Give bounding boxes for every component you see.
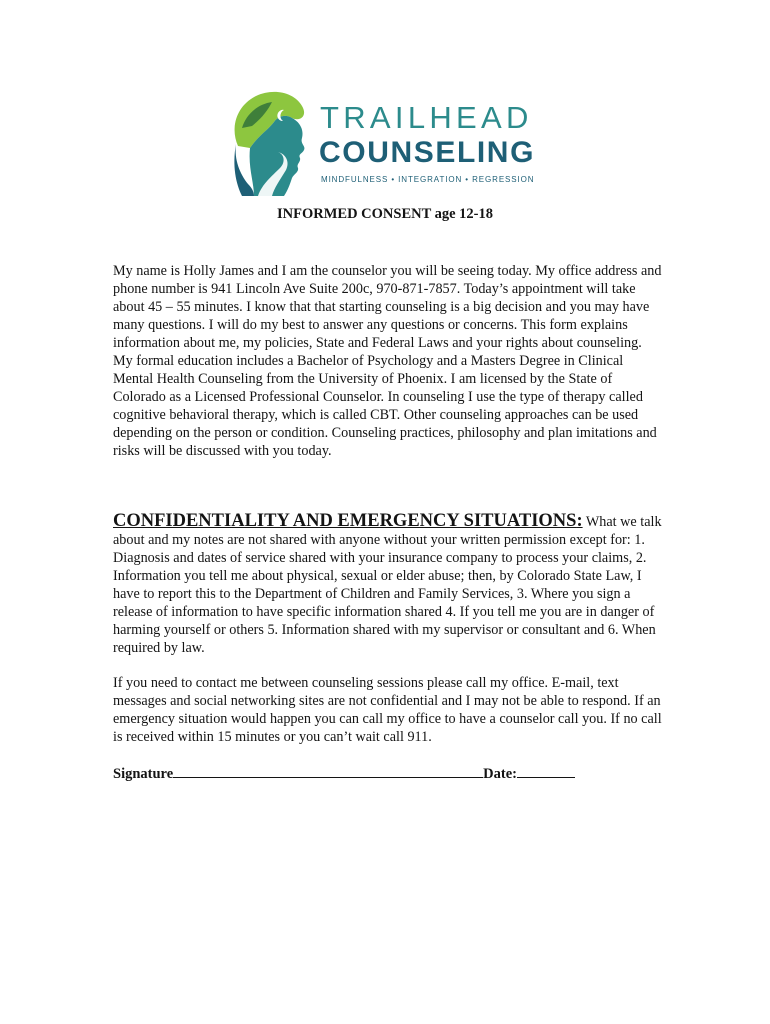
confidentiality-heading-colon: :: [576, 511, 583, 531]
signature-label: Signature: [113, 766, 174, 782]
logo-tagline: MINDFULNESS • INTEGRATION • REGRESSION: [321, 175, 535, 184]
signature-blank[interactable]: [173, 763, 483, 778]
confidentiality-heading: CONFIDENTIALITY AND EMERGENCY SITUATIONS: [113, 511, 577, 531]
document-title: INFORMED CONSENT age 12-18: [276, 206, 494, 222]
head-silhouette-logo-icon: [228, 88, 318, 198]
contact-paragraph: If you need to contact me between counseling sessions please call my office. E-mail, text messages and social networking sites are not confidential and I may not be able to respond. If an emergency situation would happen you can call my office to have a counselor call you. If no call is received within 15 minutes or you can’t wait call 911.: [113, 675, 662, 745]
signature-line: [113, 763, 575, 783]
confidentiality-paragraph: [113, 512, 663, 657]
trailhead-counseling-logo: [228, 88, 548, 200]
confidentiality-body: What we talk about and my notes are not shared with anyone without your written permission except for: 1. Diagnosis and dates of service shared with your insurance company to process your claims, 2. Information you tell me about physical, sexual or elder abuse; then, by Colorado State Law, I have to report this to the Department of Children and Family Services, 3. Where you sign a release of information to have specific information shared 4. If you tell me you are in danger of harming yourself or others 5. Information shared with my supervisor or consultant and 6. When required by law.: [113, 514, 662, 656]
logo-wordmark-counseling: COUNSELING: [319, 136, 536, 169]
logo-wordmark-trailhead: TRAILHEAD: [320, 100, 533, 135]
intro-paragraph: My name is Holly James and I am the counselor you will be seeing today. My office address and phone number is 941 Lincoln Ave Suite 200c, 970-871-7857. Today’s appointment will take about 45 – 55 minutes. I know that that starting counseling is a big decision and you may have many questions. I will do my best to answer any questions or concerns. This form explains information about me, my policies, State and Federal Laws and your rights about counseling. My formal education includes a Bachelor of Psychology and a Masters Degree in Clinical Mental Health Counseling from the University of Phoenix. I am licensed by the State of Colorado as a Licensed Professional Counselor. In counseling I use the type of therapy called cognitive behavioral therapy, which is called CBT. Other counseling approaches can be used depending on the person or condition. Counseling practices, philosophy and plan imitations and risks will be discussed with you today.: [113, 263, 662, 459]
date-label: Date:: [483, 766, 517, 782]
date-blank[interactable]: [517, 763, 575, 778]
